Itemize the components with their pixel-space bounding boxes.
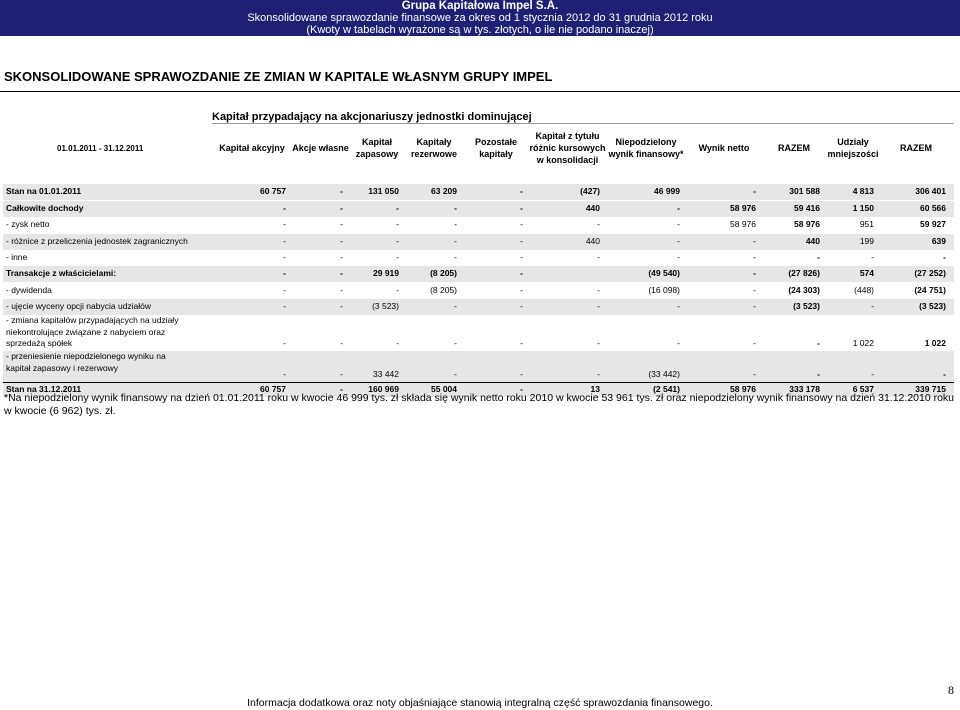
cell-value: - [340, 236, 343, 247]
cell-value: - [753, 301, 756, 312]
cell-value: (427) [580, 186, 600, 197]
cell-value: - [454, 236, 457, 247]
cell-value: 131 050 [368, 186, 399, 197]
cell-value: - [817, 368, 820, 379]
title-rule [0, 91, 960, 92]
column-header: Kapitał akcyjny [219, 143, 285, 153]
cell-value: - [454, 203, 457, 214]
table-row [3, 315, 954, 351]
row-label-line: niekontrolujące związane z nabyciem oraz [6, 326, 166, 337]
cell-value: - [396, 236, 399, 247]
company-name: Grupa Kapitałowa Impel S.A. [401, 0, 559, 12]
cell-value: 1 150 [852, 203, 874, 214]
cell-value: - [677, 337, 680, 348]
cell-value: 63 209 [431, 186, 457, 197]
row-label-line: kapitał zapasowy i rezerwowy [6, 362, 118, 373]
cell-value: 58 976 [730, 203, 756, 214]
report-header [0, 0, 960, 36]
row-label: - inne [6, 252, 28, 263]
cell-value: - [520, 285, 523, 296]
cell-value: (24 751) [914, 285, 946, 296]
row-label: Stan na 01.01.2011 [6, 186, 82, 197]
cell-value: (8 205) [430, 285, 457, 296]
table-row [3, 217, 954, 233]
cell-value: 4 813 [852, 186, 874, 197]
cell-value: - [753, 186, 756, 197]
cell-value: - [597, 219, 600, 230]
cell-value: - [677, 203, 680, 214]
cell-value: 306 401 [915, 186, 946, 197]
cell-value: (448) [854, 285, 874, 296]
cell-value: 639 [931, 236, 946, 247]
cell-value: - [396, 252, 399, 263]
cell-value: 29 919 [373, 268, 399, 279]
column-header: Kapitał zapasowy [355, 137, 399, 159]
footnote: *Na niepodzielony wynik finansowy na dzień 01.01.2011 roku w kwocie 46 999 tys. zł składa się wynik netto roku 2010 w kwocie 53 961 tys. zł oraz niepodzielony wynik finansowy na dzień 31.12.2010 roku w kwocie (6 962) tys. zł. [4, 392, 955, 417]
cell-value: (8 205) [430, 268, 457, 279]
table-row [3, 201, 954, 217]
cell-value: - [340, 368, 343, 379]
cell-value: (49 540) [648, 268, 680, 279]
cell-value: 6 537 [852, 384, 874, 395]
cell-value: 1 022 [852, 337, 874, 348]
cell-value: 58 976 [730, 219, 756, 230]
page-number: 8 [948, 683, 954, 697]
cell-value: - [454, 219, 457, 230]
cell-value: - [520, 219, 523, 230]
cell-value: - [340, 268, 343, 279]
cell-value: 58 976 [794, 219, 820, 230]
table-row [3, 234, 954, 250]
row-label-line: - zmiana kapitałów przypadających na udziały [6, 315, 179, 325]
cell-value: - [753, 252, 756, 263]
cell-value: - [520, 368, 523, 379]
cell-value: 339 715 [915, 384, 946, 395]
cell-value: - [454, 337, 457, 348]
cell-value: - [753, 236, 756, 247]
cell-value: 60 566 [920, 203, 946, 214]
table-row [3, 250, 954, 266]
column-header: Kapitał z tytułu różnic kursowych w konsolidacji [529, 131, 606, 165]
cell-value: - [340, 337, 343, 348]
cell-value: - [283, 337, 286, 348]
cell-value: (2 541) [653, 384, 680, 395]
column-header: Udziały mniejszości [827, 137, 879, 159]
cell-value: - [520, 186, 523, 197]
cell-value: (33 442) [648, 368, 680, 379]
cell-value: (3 523) [919, 301, 946, 312]
table-row [3, 299, 954, 315]
cell-value: - [520, 301, 523, 312]
cell-value: - [283, 285, 286, 296]
cell-value: - [520, 203, 523, 214]
page-footer: Informacja dodatkowa oraz noty objaśniające stanowią integralną część sprawozdania finansowego. [247, 697, 713, 709]
cell-value: - [817, 337, 820, 348]
column-header: RAZEM [900, 143, 932, 153]
cell-value: (16 098) [648, 285, 680, 296]
cell-value: - [340, 186, 343, 197]
cell-value: - [396, 285, 399, 296]
cell-value: 60 757 [260, 186, 286, 197]
table-row [3, 283, 954, 299]
cell-value: 440 [805, 236, 820, 247]
row-label-line: sprzedażą spółek [6, 338, 73, 348]
cell-value: 951 [859, 219, 874, 230]
statement-title: SKONSOLIDOWANE SPRAWOZDANIE ZE ZMIAN W KAPITALE WŁASNYM GRUPY IMPEL [4, 69, 553, 84]
cell-value: (27 826) [788, 268, 820, 279]
table-row [3, 184, 954, 200]
cell-value: (3 523) [372, 301, 399, 312]
cell-value: - [283, 219, 286, 230]
cell-value: 440 [585, 236, 600, 247]
cell-value: - [753, 368, 756, 379]
cell-value: - [753, 285, 756, 296]
cell-value: - [753, 337, 756, 348]
cell-value: - [340, 285, 343, 296]
cell-value: 160 969 [368, 384, 399, 395]
cell-value: - [520, 236, 523, 247]
cell-value: - [597, 285, 600, 296]
cell-value: - [871, 301, 874, 312]
cell-value: 13 [590, 384, 600, 395]
cell-value: (24 303) [788, 285, 820, 296]
cell-value: - [871, 252, 874, 263]
cell-value: - [396, 337, 399, 348]
column-header: Kapitały rezerwowe [410, 137, 458, 159]
cell-value: - [283, 252, 286, 263]
column-header: Akcje własne [292, 143, 349, 153]
cell-value: 33 442 [373, 368, 399, 379]
cell-value: - [753, 268, 756, 279]
cell-value: - [597, 368, 600, 379]
cell-value: 58 976 [730, 384, 756, 395]
cell-value: 574 [859, 268, 874, 279]
table-row [3, 351, 954, 382]
cell-value: (27 252) [914, 268, 946, 279]
cell-value: 440 [585, 203, 600, 214]
cell-value: - [283, 301, 286, 312]
cell-value: 59 927 [920, 219, 946, 230]
column-header: Pozostałe kapitały [474, 137, 517, 159]
cell-value: - [283, 268, 286, 279]
cell-value: - [943, 252, 946, 263]
cell-value: - [520, 337, 523, 348]
cell-value: - [677, 236, 680, 247]
cell-value: 333 178 [789, 384, 820, 395]
table-row [3, 266, 954, 282]
cell-value: - [677, 219, 680, 230]
cell-value: - [340, 301, 343, 312]
cell-value: - [340, 203, 343, 214]
row-label: - ujęcie wyceny opcji nabycia udziałów [6, 301, 152, 312]
row-label: Stan na 31.12.2011 [6, 384, 82, 395]
cell-value: - [817, 252, 820, 263]
cell-value: - [454, 368, 457, 379]
cell-value: - [597, 337, 600, 348]
cell-value: (3 523) [793, 301, 820, 312]
row-label: - zysk netto [6, 219, 50, 230]
cell-value: 301 588 [789, 186, 820, 197]
cell-value: - [520, 252, 523, 263]
column-header: RAZEM [778, 143, 810, 153]
cell-value: - [943, 368, 946, 379]
cell-value: - [597, 252, 600, 263]
cell-value: - [340, 384, 343, 395]
period-label: 01.01.2011 - 31.12.2011 [57, 144, 144, 153]
cell-value: - [454, 301, 457, 312]
cell-value: - [340, 252, 343, 263]
cell-value: - [283, 368, 286, 379]
cell-value: 199 [859, 236, 874, 247]
cell-value: 60 757 [260, 384, 286, 395]
cell-value: - [520, 268, 523, 279]
group-header: Kapitał przypadający na akcjonariuszy jednostki dominującej [212, 111, 532, 123]
row-label [6, 351, 166, 374]
row-label [6, 315, 178, 350]
cell-value: 1 022 [924, 337, 946, 348]
report-period-line: Skonsolidowane sprawozdanie finansowe za okres od 1 stycznia 2012 do 31 grudnia 2012 roku [247, 12, 713, 24]
cell-value: - [396, 219, 399, 230]
cell-value: - [340, 219, 343, 230]
units-note-line: (Kwoty w tabelach wyrażone są w tys. złotych, o ile nie podano inaczej) [306, 24, 654, 36]
cell-value: - [597, 301, 600, 312]
cell-value: - [454, 252, 457, 263]
column-header: Niepodzielony wynik finansowy* [608, 137, 684, 159]
cell-value: 46 999 [654, 186, 680, 197]
cell-value: - [520, 384, 523, 395]
row-label: - różnice z przeliczenia jednostek zagranicznych [6, 236, 188, 247]
row-label-line: - przeniesienie niepodzielonego wyniku na [6, 351, 166, 361]
cell-value: - [283, 236, 286, 247]
cell-value: - [396, 203, 399, 214]
column-header: Wynik netto [698, 143, 750, 153]
cell-value: - [677, 252, 680, 263]
row-label: Całkowite dochody [6, 203, 84, 214]
cell-value: - [677, 301, 680, 312]
cell-value: 59 416 [794, 203, 820, 214]
row-label: Transakcje z właścicielami: [6, 268, 117, 279]
row-label: - dywidenda [6, 285, 52, 296]
cell-value: 55 004 [431, 384, 457, 395]
cell-value: - [871, 368, 874, 379]
cell-value: - [283, 203, 286, 214]
